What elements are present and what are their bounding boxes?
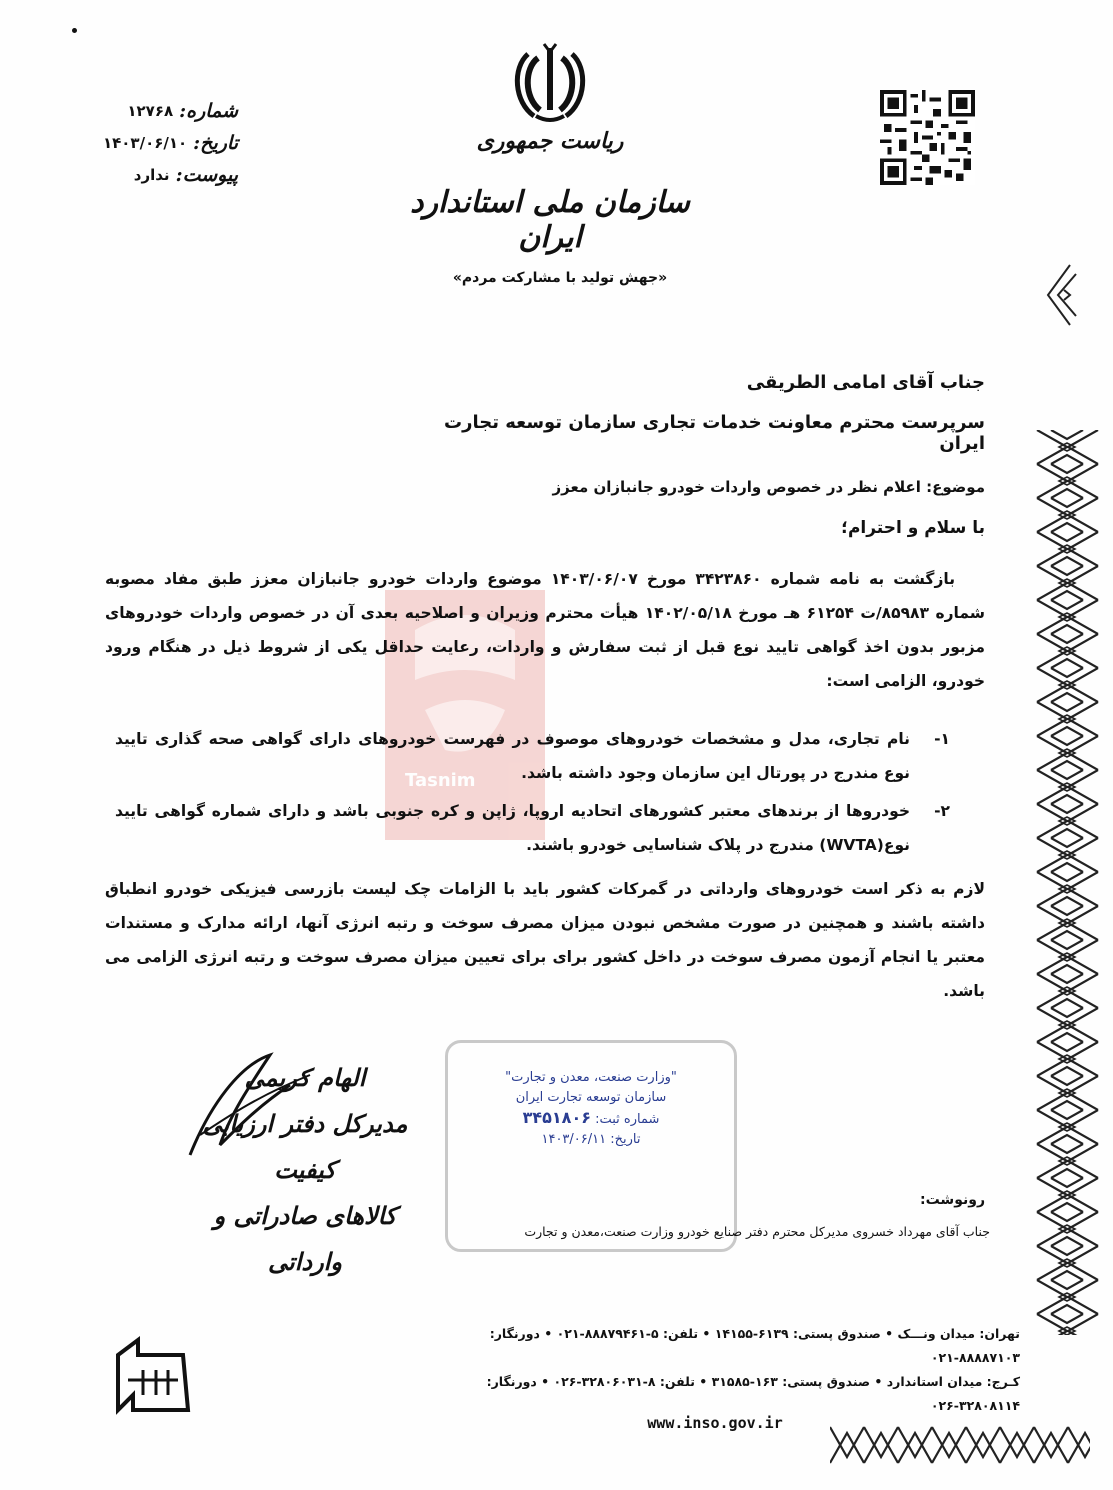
item-text: خودروها از برندهای معتبر کشورهای اتحادیه اروپا، ژاپن و کره جنوبی باشد و دارای شماره گواهی تایید نوع(WVTA) مندرج در پلاک شناسایی خودرو باشند. xyxy=(115,802,910,854)
footer-tehran: تهران: میدان ونـــک • صندوق پستی: ۶۱۳۹-۱۴۱۵۵ • تلفن: ۵-۸۸۸۷۹۴۶۱-۰۲۱ • دورنگار: ۸۸۸۸۷۱۰۳-۰۲۱ xyxy=(489,1326,1020,1365)
decorative-border-icon xyxy=(1035,430,1100,1335)
body-paragraph-2: لازم به ذکر است خودروهای وارداتی در گمرکات کشور باید با الزامات چک لیست بازرسی فیزیکی خودرو انطباق داشته باشند و همچنین در صورت مشخص نبودن میزان مصرف سوخت و رتبه انرژی آنها، ارائه مدارک و مستندات معتبر یا انجام آزمون مصرف سوخت در داخل کشور برای برای تعیین میزان مصرف سوخت و رتبه انرژی الزامی می باشد. xyxy=(105,880,985,1000)
cc-recipient: جناب آقای مهرداد خسروی مدیرکل محترم دفتر صنایع خودرو وزارت صنعت،معدن و تجارت xyxy=(524,1224,990,1239)
number-value: ۱۲۷۶۸ xyxy=(127,102,174,120)
item-number: ۱- xyxy=(934,730,950,748)
letter-meta xyxy=(88,95,238,191)
number-label: شماره: xyxy=(179,100,238,122)
org-presidency: ریاست جمهوری xyxy=(476,128,624,154)
letter-subject: موضوع: اعلام نظر در خصوص واردات خودرو جانبازان معزز xyxy=(552,478,985,496)
item-number: ۲- xyxy=(934,802,950,820)
date-value: ۱۴۰۳/۰۶/۱۰ xyxy=(102,134,188,152)
stamp-reg-label: شماره ثبت: xyxy=(595,1112,660,1127)
decorative-ornament-icon xyxy=(1040,260,1080,330)
watermark-text: Tasnim xyxy=(405,770,476,791)
conditions-list xyxy=(115,722,950,866)
stamp-org: سازمان توسعه تجارت ایران xyxy=(515,1090,667,1105)
meta-attachment-row xyxy=(88,159,238,191)
item-text: نام تجاری، مدل و مشخصات خودروهای موصوف در فهرست خودروهای دارای گواهی صحه گذاری تایید نوع مندرج در پورتال این سازمان وجود داشته باشد. xyxy=(115,730,910,782)
footer-karaj: کـرج: میدان استاندارد • صندوق پستی: ۱۶۳-۳۱۵۸۵ • تلفن: ۸-۳۲۸۰۶۰۳۱-۰۲۶ • دورنگار: ۳۲۸۰۸۱۱۴-۰۲۶ xyxy=(486,1374,1020,1413)
stamp-date: تاریخ: ۱۴۰۳/۰۶/۱۱ xyxy=(541,1132,641,1147)
signer-name: الهام کریمی xyxy=(244,1063,366,1092)
qr-code-icon xyxy=(880,90,975,185)
meta-date-row xyxy=(88,127,238,159)
letter-greeting: با سلام و احترام؛ xyxy=(841,518,985,538)
speck xyxy=(72,28,77,33)
decorative-border-bottom-icon xyxy=(830,1425,1090,1465)
stamp-reg-number: ۳۴۵۱۸۰۶ xyxy=(522,1108,591,1127)
org-name: سازمان ملی استاندارد ایران xyxy=(410,185,690,255)
meta-number-row xyxy=(88,95,238,127)
registration-stamp xyxy=(445,1040,737,1252)
slogan: «جهش تولید با مشارکت مردم» xyxy=(452,270,668,286)
list-item xyxy=(115,794,950,862)
attachment-label: پیوست: xyxy=(175,164,238,186)
iran-emblem-icon xyxy=(510,40,590,125)
stamp-reg-row xyxy=(448,1108,734,1130)
attachment-value: ندارد xyxy=(133,166,170,184)
addressee-title: سرپرست محترم معاونت خدمات تجاری سازمان توسعه تجارت ایران xyxy=(444,412,985,454)
body-paragraph-1: بازگشت به نامه شماره ۳۴۲۳۸۶۰ مورخ ۱۴۰۳/۰۶/۰۷ موضوع واردات خودرو جانبازان معزز طبق مفاد مصوبه شماره ۸۵۹۸۳/ت ۶۱۲۵۴ هـ مورخ ۱۴۰۲/۰۵/۱۸ هیأت محترم وزیران و اصلاحیه بعدی آن در خصوص واردات خودروهای مزبور بدون اخذ گواهی تایید نوع قبل از ثبت سفارش و واردات، رعایت حداقل یکی از شروط ذیل در هنگام ورود خودرو، الزامی است: xyxy=(105,570,985,690)
signer-title-line1: مدیرکل دفتر ارزیابی کیفیت xyxy=(202,1109,408,1184)
addressee-name: جناب آقای امامی الطریقی xyxy=(746,372,985,393)
footer-contacts xyxy=(400,1322,1020,1418)
cc-title: رونوشت: xyxy=(920,1192,985,1208)
signer-title-line2: کالاهای صادراتی و وارداتی xyxy=(213,1201,397,1276)
stamp-ministry: "وزارت صنعت، معدن و تجارت" xyxy=(505,1070,677,1085)
list-item xyxy=(115,722,950,790)
signature-block xyxy=(180,1055,430,1276)
isiri-logo-icon xyxy=(108,1335,198,1415)
footer-website-link[interactable]: www.inso.gov.ir xyxy=(647,1414,783,1432)
date-label: تاریخ: xyxy=(193,132,238,154)
